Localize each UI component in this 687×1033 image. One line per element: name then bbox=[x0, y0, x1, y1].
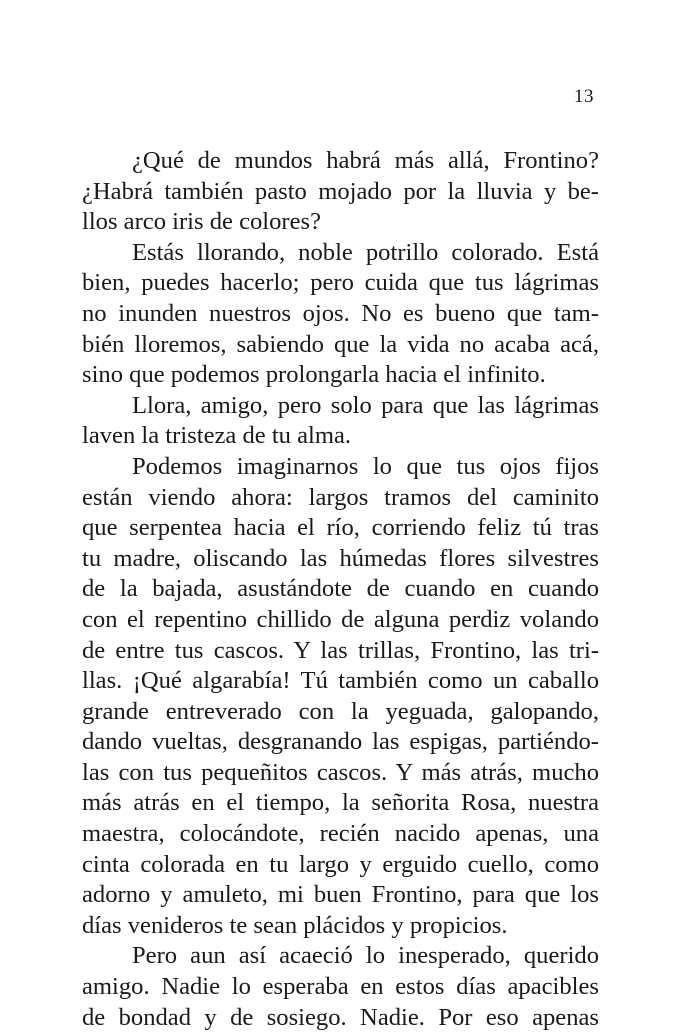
text-line: están viendo ahora: largos tramos del caminito bbox=[82, 483, 599, 511]
text-line: las con tus pequeñitos cascos. Y más atrás, mucho bbox=[82, 758, 599, 786]
text-line: de bondad y de sosiego. Nadie. Por eso apenas bbox=[82, 1003, 599, 1031]
text-line: grande entreverado con la yeguada, galopando, bbox=[82, 697, 599, 725]
text-line: Estás llorando, noble potrillo colorado. Está bbox=[132, 238, 599, 266]
text-line: de entre tus cascos. Y las trillas, Frontino, las tri- bbox=[82, 636, 599, 664]
text-line: bién lloremos, sabiendo que la vida no acaba acá, bbox=[82, 330, 599, 358]
text-line: adorno y amuleto, mi buen Frontino, para que los bbox=[82, 881, 599, 909]
text-line: ¿Habrá también pasto mojado por la lluvia y be- bbox=[82, 177, 599, 205]
text-line: cinta colorada en tu largo y erguido cuello, como bbox=[82, 850, 599, 878]
text-line: amigo. Nadie lo esperaba en estos días apacibles bbox=[82, 973, 599, 1001]
text-line: laven la tristeza de tu alma. bbox=[82, 422, 352, 450]
text-line: ¿Qué de mundos habrá más allá, Frontino? bbox=[132, 147, 599, 174]
text-line: bien, puedes hacerlo; pero cuida que tus lágrimas bbox=[82, 269, 599, 297]
text-line: sino que podemos prolongarla hacia el infinito. bbox=[82, 361, 546, 389]
text-line: llos arco iris de colores? bbox=[82, 208, 322, 236]
text-line: tu madre, oliscando las húmedas flores silvestres bbox=[82, 544, 599, 572]
text-line: maestra, colocándote, recién nacido apenas, una bbox=[82, 820, 599, 848]
text-line: con el repentino chillido de alguna perdiz volando bbox=[82, 605, 599, 633]
text-line: más atrás en el tiempo, la señorita Rosa, nuestra bbox=[82, 789, 599, 817]
text-line: Pero aun así acaeció lo inesperado, querido bbox=[132, 942, 599, 970]
page-number: 13 bbox=[574, 86, 594, 107]
text-line: Podemos imaginarnos lo que tus ojos fijos bbox=[132, 452, 599, 480]
text-line: que serpentea hacia el río, corriendo feliz tú tras bbox=[82, 514, 599, 542]
text-line: no inunden nuestros ojos. No es bueno que tam- bbox=[82, 299, 599, 327]
text-line: dando vueltas, desgranando las espigas, partiéndo- bbox=[82, 728, 599, 756]
text-line: días venideros te sean plácidos y propicios. bbox=[82, 911, 508, 939]
text-line: llas. ¡Qué algarabía! Tú también como un caballo bbox=[82, 667, 599, 695]
body-text bbox=[82, 146, 599, 1033]
text-line: de la bajada, asustándote de cuando en cuando bbox=[82, 575, 599, 603]
text-line: Llora, amigo, pero solo para que las lágrimas bbox=[132, 391, 599, 419]
